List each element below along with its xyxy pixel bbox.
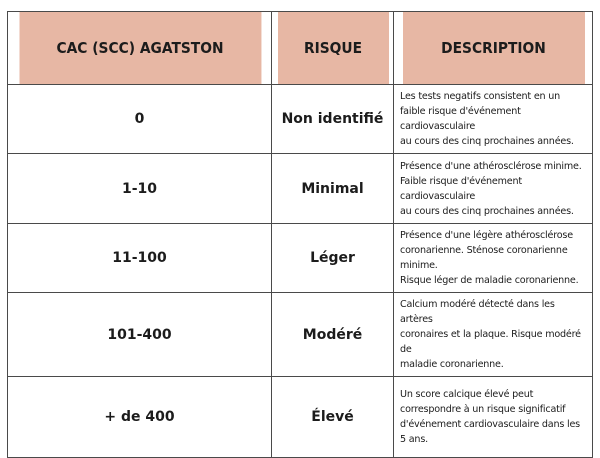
description-cell: Présence d'une légère athérosclérose coronarienne. Sténose coronarienne minime. Risque léger de maladie coronarienne. [394,224,593,293]
score-cell: 1-10 [8,154,272,224]
description-cell: Les tests negatifs consistent en un faible risque d'événement cardiovasculaire au cours des cinq prochaines années. [394,85,593,154]
table-header [8,12,593,85]
table-row [8,154,593,224]
description-cell: Présence d'une athérosclérose minime. Faible risque d'événement cardiovasculaire au cours des cinq prochaines années. [394,154,593,224]
score-cell: 101-400 [8,293,272,377]
table-row [8,377,593,458]
table-row [8,293,593,377]
calcium-score-table [7,11,593,458]
score-cell: 0 [8,85,272,154]
header-description: DESCRIPTION [401,12,584,85]
risk-cell: Modéré [272,293,394,377]
table-body [8,85,593,458]
risk-cell: Non identifié [272,85,394,154]
risk-cell: Minimal [272,154,394,224]
header-row [8,12,593,85]
header-risk: RISQUE [276,12,388,85]
description-cell: Calcium modéré détecté dans les artères coronaires et la plaque. Risque modéré de maladie coronarienne. [394,293,593,377]
description-cell: Un score calcique élevé peut correspondre à un risque significatif d'événement cardiovasculaire dans les 5 ans. [394,377,593,458]
risk-cell: Élevé [272,377,394,458]
header-cac-score: CAC (SCC) AGATSTON [18,12,261,85]
risk-cell: Léger [272,224,394,293]
score-cell: 11-100 [8,224,272,293]
score-cell: + de 400 [8,377,272,458]
table-row [8,85,593,154]
table-row [8,224,593,293]
